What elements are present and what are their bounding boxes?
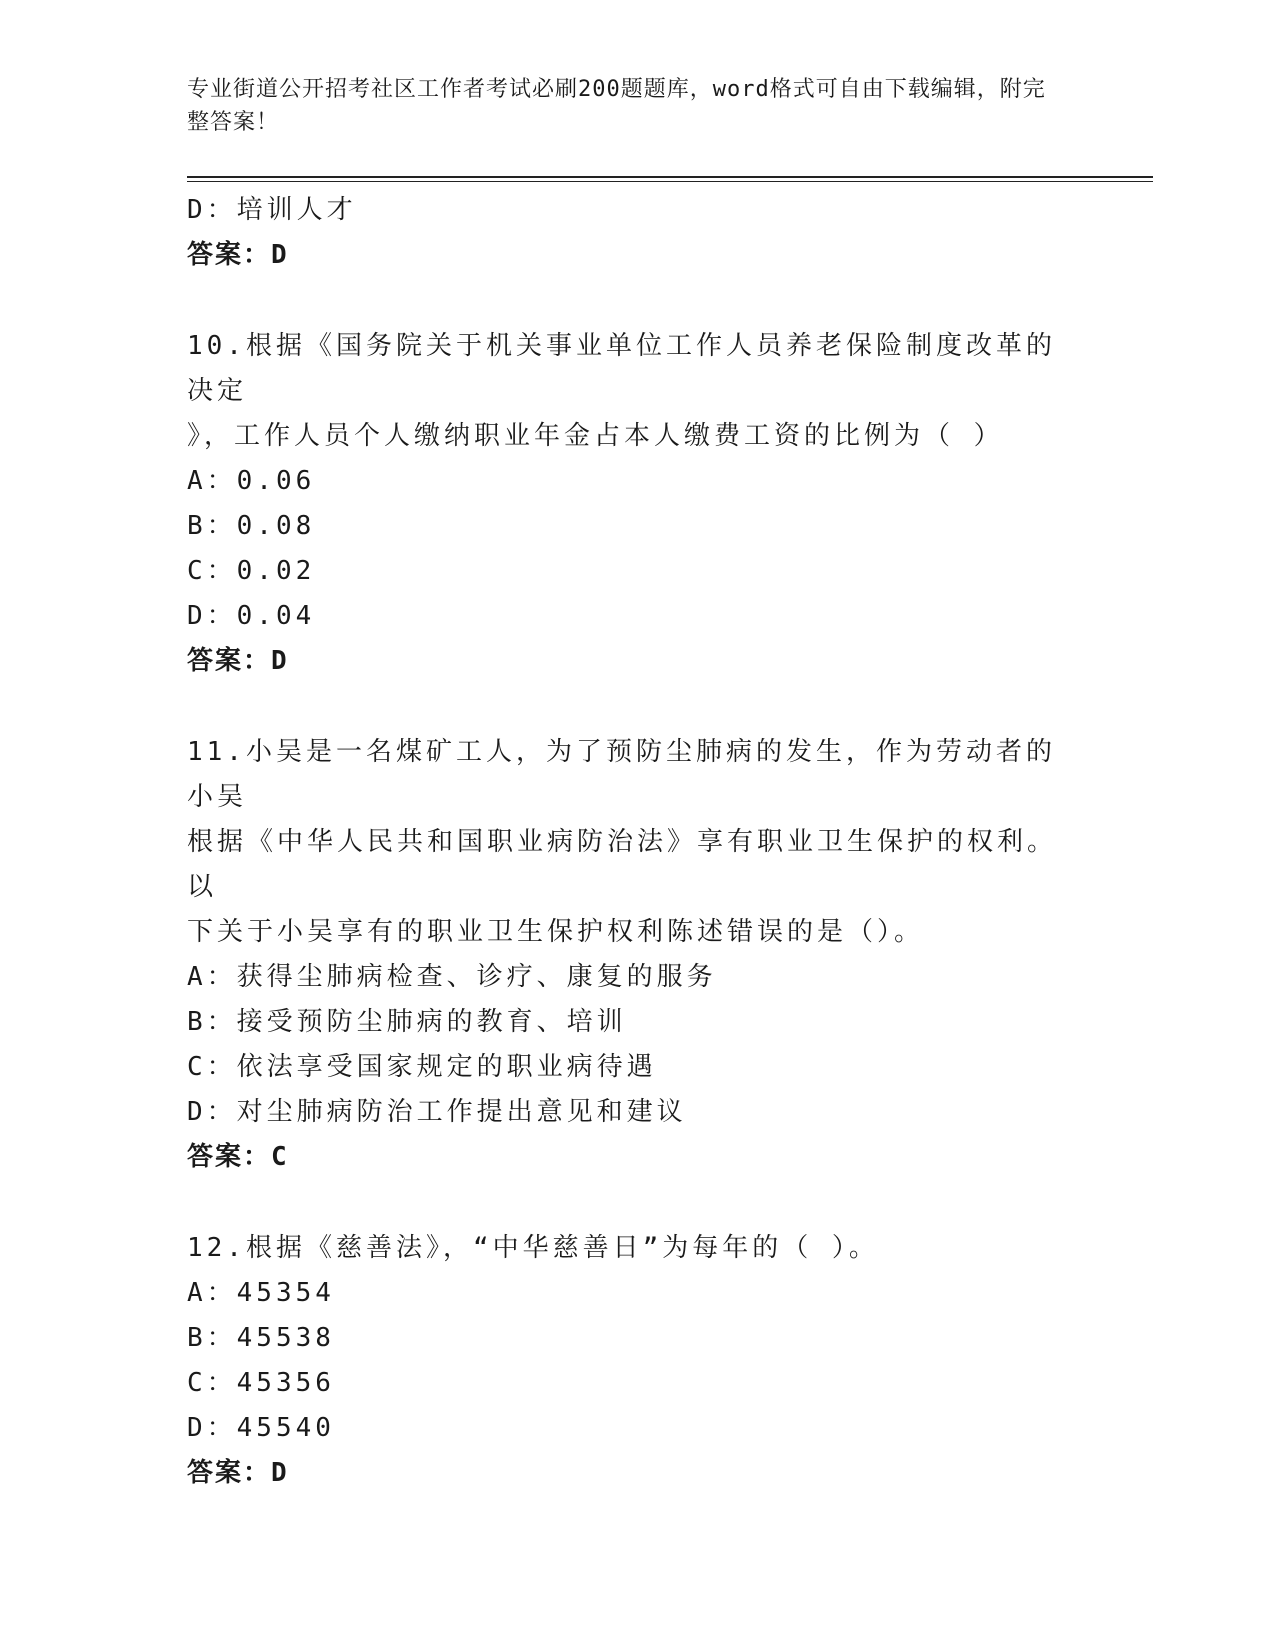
option-text: 对尘肺病防治工作提出意见和建议 — [236, 1097, 687, 1127]
question-stem — [187, 730, 1067, 955]
question-stem-line: 10.根据《国务院关于机关事业单位工作人员养老保险制度改革的决定 — [187, 331, 1056, 406]
option-key: D： — [187, 1413, 237, 1443]
option-d — [187, 594, 1087, 639]
option-text: 0.08 — [236, 511, 316, 541]
answer: 答案：C — [187, 1142, 289, 1172]
spacer — [187, 1180, 1087, 1226]
option-text: 接受预防尘肺病的教育、培训 — [236, 1007, 627, 1037]
option-key: D： — [187, 1097, 237, 1127]
header-rule-thin — [187, 181, 1153, 182]
document-header: 专业街道公开招考社区工作者考试必刷200题题库，word格式可自由下载编辑，附完整答案！ — [187, 77, 1046, 135]
option-text: 0.02 — [236, 556, 316, 586]
option-text: 0.06 — [236, 466, 316, 496]
answer: 答案：D — [187, 240, 289, 270]
option-b — [187, 1000, 1087, 1045]
question-stem-line: 》，工作人员个人缴纳职业年金占本人缴费工资的比例为（ ） — [187, 421, 1004, 451]
spacer — [187, 684, 1087, 730]
option-text: 培训人才 — [236, 195, 357, 225]
header-rule-thick — [187, 176, 1153, 178]
question-stem-line: 11.小吴是一名煤矿工人，为了预防尘肺病的发生，作为劳动者的小吴 — [187, 737, 1056, 812]
option-key: C： — [187, 1052, 237, 1082]
option-text: 45538 — [236, 1323, 335, 1353]
option-a — [187, 955, 1087, 1000]
option-key: C： — [187, 556, 237, 586]
option-key: B： — [187, 1323, 237, 1353]
question-stem — [187, 324, 1067, 459]
option-d — [187, 188, 1087, 233]
option-b — [187, 1316, 1087, 1361]
spacer — [187, 278, 1087, 324]
question-stem-line: 下关于小吴享有的职业卫生保护权利陈述错误的是（）。 — [187, 917, 925, 947]
question-stem-line: 12.根据《慈善法》，“中华慈善日”为每年的（ ）。 — [187, 1233, 879, 1263]
option-key: B： — [187, 511, 237, 541]
answer: 答案：D — [187, 646, 289, 676]
option-text: 45540 — [236, 1413, 335, 1443]
option-text: 获得尘肺病检查、诊疗、康复的服务 — [236, 962, 717, 992]
option-a — [187, 459, 1087, 504]
option-c — [187, 1361, 1087, 1406]
answer: 答案：D — [187, 1458, 289, 1488]
option-key: B： — [187, 1007, 237, 1037]
option-text: 依法享受国家规定的职业病待遇 — [236, 1052, 657, 1082]
option-a — [187, 1271, 1087, 1316]
question-stem — [187, 1226, 1067, 1271]
option-c — [187, 549, 1087, 594]
option-key: D： — [187, 601, 237, 631]
option-key: D： — [187, 195, 237, 225]
option-d — [187, 1090, 1087, 1135]
option-d — [187, 1406, 1087, 1451]
question-stem-line: 根据《中华人民共和国职业病防治法》享有职业卫生保护的权利。以 — [187, 827, 1058, 902]
option-key: A： — [187, 1278, 237, 1308]
option-text: 45356 — [236, 1368, 335, 1398]
option-key: C： — [187, 1368, 237, 1398]
option-c — [187, 1045, 1087, 1090]
option-text: 45354 — [236, 1278, 335, 1308]
option-b — [187, 504, 1087, 549]
question-content — [187, 188, 1087, 1496]
option-key: A： — [187, 962, 237, 992]
option-key: A： — [187, 466, 237, 496]
option-text: 0.04 — [236, 601, 316, 631]
